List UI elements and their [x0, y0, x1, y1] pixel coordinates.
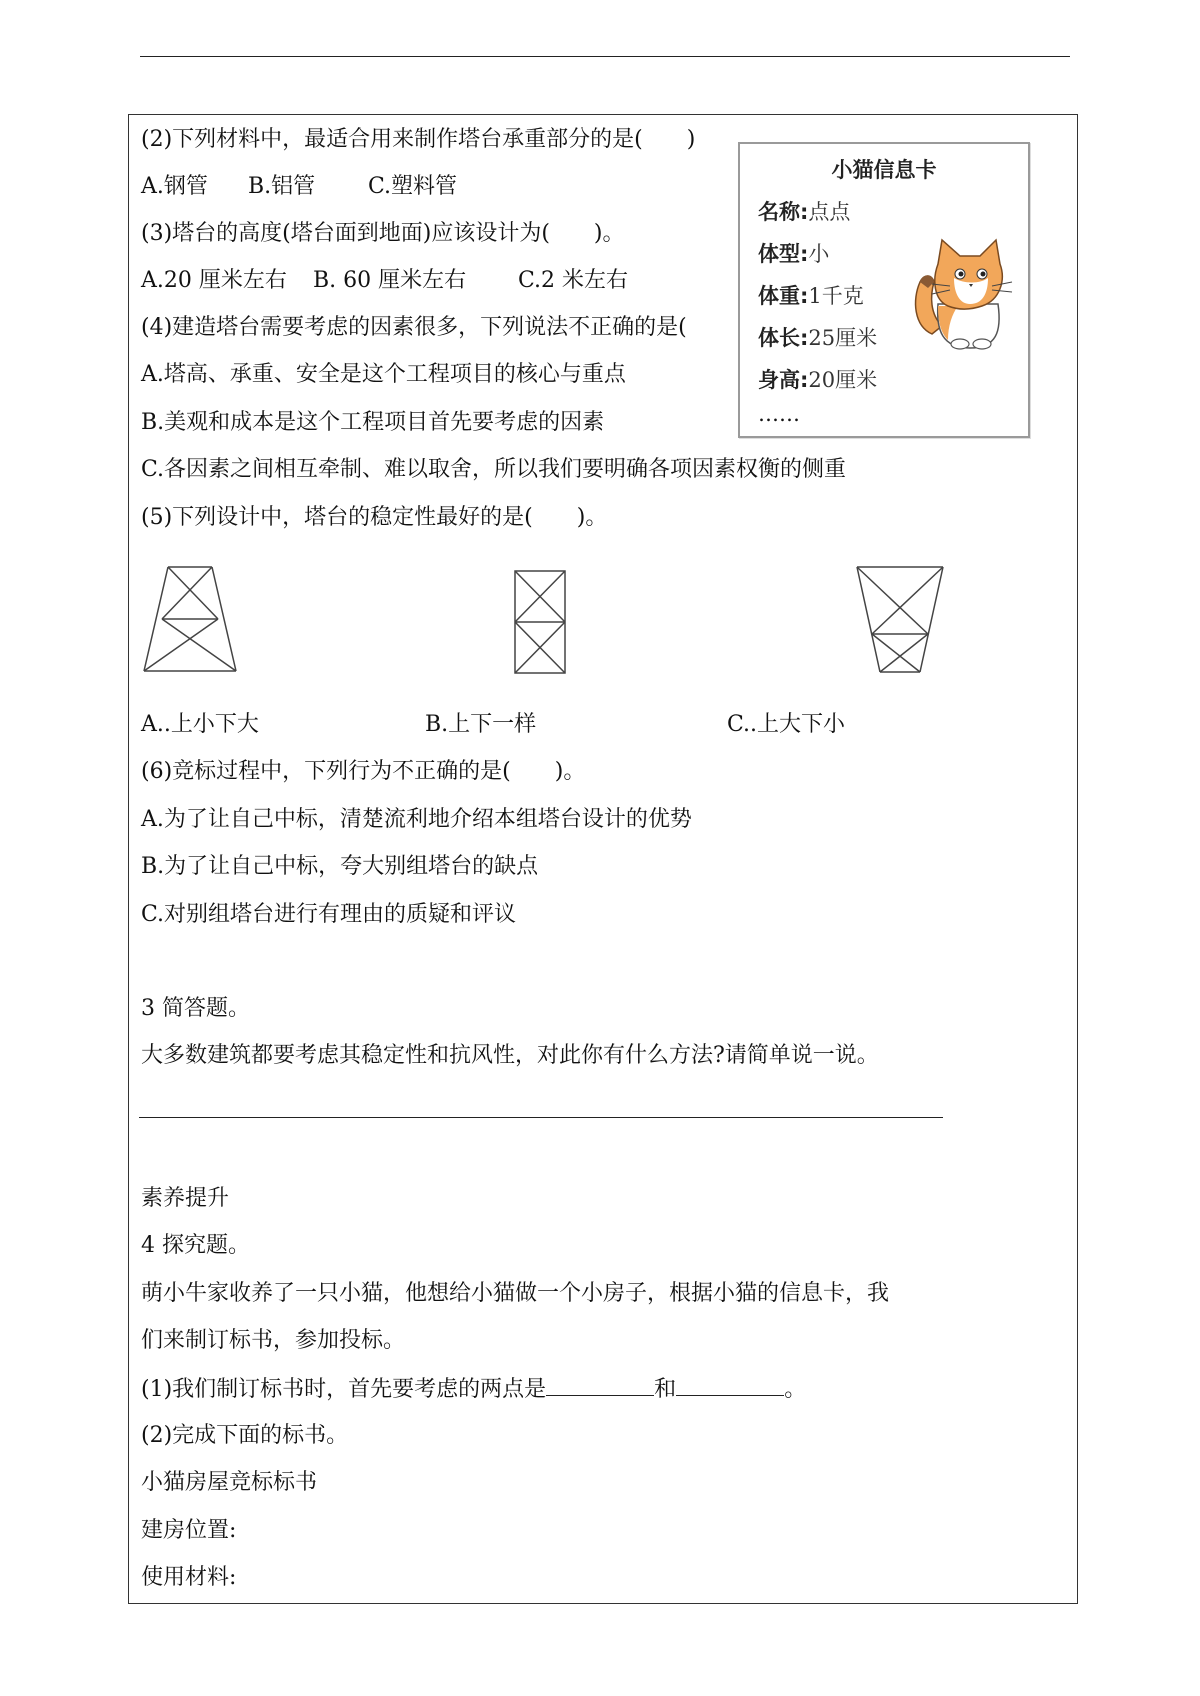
field-location: 建房位置:	[141, 1518, 237, 1543]
q4-option-c: C.各因素之间相互牵制、难以取舍，所以我们要明确各项因素权衡的侧重	[141, 457, 847, 482]
bid-title: 小猫房屋竞标标书	[141, 1470, 318, 1495]
q5-option-c: C..上大下小	[727, 712, 846, 737]
q6-option-b: B.为了让自己中标，夸大别组塔台的缺点	[141, 854, 539, 879]
section4-sub2: (2)完成下面的标书。	[141, 1423, 349, 1448]
q2-option-a: A.钢管	[141, 174, 208, 199]
q3-option-c: C.2 米左右	[518, 268, 629, 293]
tower-diagram-a	[140, 564, 240, 674]
cat-info-card	[738, 142, 1030, 438]
section4-heading: 4 探究题。	[141, 1233, 250, 1258]
section4-intro-line1: 萌小牛家收养了一只小猫，他想给小猫做一个小房子，根据小猫的信息卡，我	[141, 1281, 890, 1306]
section4-category: 素养提升	[141, 1186, 230, 1211]
q2-question: (2)下列材料中，最适合用来制作塔台承重部分的是( )	[141, 127, 696, 152]
header-rule	[140, 56, 1070, 57]
q3-option-a: A.20 厘米左右	[141, 268, 287, 293]
q6-option-a: A.为了让自己中标，清楚流利地介绍本组塔台设计的优势	[141, 807, 692, 832]
section3-question: 大多数建筑都要考虑其稳定性和抗风性，对此你有什么方法?请简单说一说。	[141, 1043, 879, 1068]
section4-sub1	[141, 1373, 806, 1405]
card-label-length: 体长:	[758, 326, 809, 350]
card-row-weight	[758, 280, 864, 310]
card-row-length	[758, 322, 877, 352]
card-value-size: 小	[808, 242, 830, 266]
card-label-size: 体型:	[758, 242, 809, 266]
sub1-suffix: 。	[784, 1377, 807, 1402]
card-title: 小猫信息卡	[831, 158, 937, 182]
section4-intro-line2: 们来制订标书，参加投标。	[141, 1328, 406, 1353]
card-label-name: 名称:	[758, 200, 809, 224]
tower-diagram-c	[854, 564, 946, 676]
tower-diagram-b	[512, 568, 568, 676]
q4-option-b: B.美观和成本是这个工程项目首先要考虑的因素	[141, 410, 605, 435]
card-row-height	[758, 364, 877, 394]
card-value-name: 点点	[808, 200, 851, 224]
card-label-weight: 体重:	[758, 284, 809, 308]
sub1-middle: 和	[654, 1377, 677, 1402]
sub1-prefix: (1)我们制订标书时，首先要考虑的两点是	[141, 1377, 547, 1402]
card-row-size	[758, 238, 829, 268]
q3-option-b: B. 60 厘米左右	[313, 268, 467, 293]
q6-question: (6)竞标过程中，下列行为不正确的是( )。	[141, 759, 586, 784]
card-more: ……	[758, 402, 800, 426]
section3-heading: 3 简答题。	[141, 996, 250, 1021]
q2-option-b: B.铝管	[248, 174, 316, 199]
field-materials: 使用材料:	[141, 1565, 237, 1590]
q5-option-b: B.上下一样	[425, 712, 537, 737]
q4-option-a: A.塔高、承重、安全是这个工程项目的核心与重点	[141, 362, 626, 387]
card-value-weight: 1千克	[808, 284, 864, 308]
card-value-length: 25厘米	[808, 326, 878, 350]
q2-option-c: C.塑料管	[368, 174, 458, 199]
q6-option-c: C.对别组塔台进行有理由的质疑和评议	[141, 902, 517, 927]
q4-question: (4)建造塔台需要考虑的因素很多，下列说法不正确的是(	[141, 315, 687, 340]
card-label-height: 身高:	[758, 368, 809, 392]
q3-question: (3)塔台的高度(塔台面到地面)应该设计为( )。	[141, 221, 625, 246]
q5-question: (5)下列设计中，塔台的稳定性最好的是( )。	[141, 505, 608, 530]
card-row-name	[758, 196, 850, 226]
card-value-height: 20厘米	[808, 368, 878, 392]
blank-2[interactable]	[676, 1373, 784, 1396]
blank-1[interactable]	[546, 1373, 654, 1396]
cat-illustration	[908, 234, 1020, 352]
q5-option-a: A..上小下大	[141, 712, 259, 737]
answer-line[interactable]	[139, 1117, 943, 1118]
